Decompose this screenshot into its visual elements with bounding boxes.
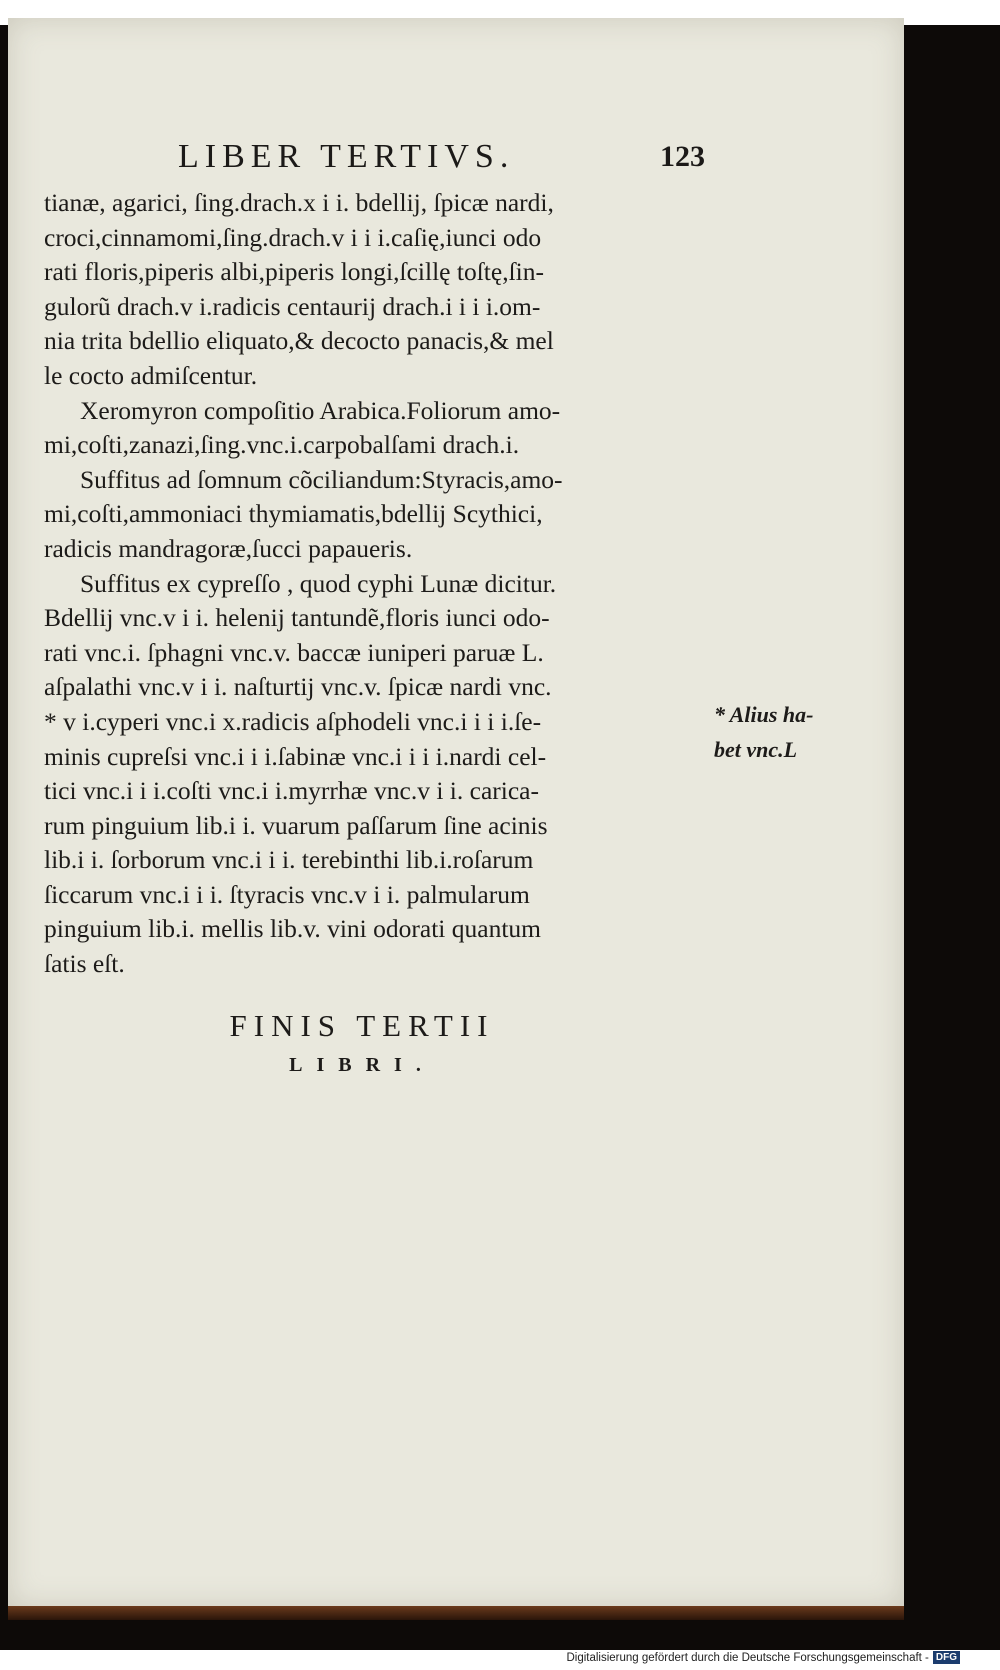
dfg-logo: DFG bbox=[933, 1651, 960, 1664]
text-line: gulorũ drach.v i.radicis centaurij drach.i i i i.om- bbox=[44, 291, 541, 321]
credit-text: Digitalisierung gefördert durch die Deutsche Forschungsgemeinschaft - bbox=[566, 1652, 929, 1664]
text-line: * v i.cyperi vnc.i x.radicis aſphodeli vnc.i i i i.ſe- bbox=[44, 706, 542, 736]
marginal-note bbox=[714, 698, 834, 767]
text-line: mi,coſti,ammoniaci thymiamatis,bdellij Scythici, bbox=[44, 499, 543, 529]
text-line: ſatis eſt. bbox=[44, 949, 125, 979]
digitization-credit bbox=[566, 1651, 960, 1669]
page-edge bbox=[8, 1606, 904, 1620]
colophon-libri: LIBRI. bbox=[289, 1054, 435, 1076]
marginal-note-line: * Alius ha- bbox=[714, 702, 814, 727]
text-line: le cocto admiſcentur. bbox=[44, 360, 258, 390]
running-head-title: LIBER TERTIVS. bbox=[178, 138, 515, 175]
colophon-finis: FINIS TERTII bbox=[229, 1008, 495, 1043]
book-page bbox=[8, 18, 904, 1608]
text-line: pinguium lib.i. mellis lib.v. vini odorati quantum bbox=[44, 914, 541, 944]
text-line: mi,coſti,zanazi,ſing.vnc.i.carpobalſami drach.i. bbox=[44, 430, 520, 460]
text-line: nia trita bdellio eliquato,& decocto panacis,& mel bbox=[44, 326, 554, 356]
text-line: rati vnc.i. ſphagni vnc.v. baccæ iuniperi paruæ L. bbox=[44, 637, 544, 667]
marginal-note-line: bet vnc.L bbox=[714, 736, 798, 762]
text-line: rum pinguium lib.i i. vuarum paſſarum ſine acinis bbox=[44, 810, 548, 840]
text-line: croci,cinnamomi,ſing.drach.v i i i.caſię,iunci odo bbox=[44, 222, 542, 252]
text-line: ſiccarum vnc.i i i. ſtyracis vnc.v i i. palmularum bbox=[44, 879, 530, 909]
text-line: lib.i i. ſorborum vnc.i i i. terebinthi lib.i.roſarum bbox=[44, 845, 534, 875]
page-number: 123 bbox=[660, 140, 705, 173]
text-line: Suffitus ad ſomnum cõciliandum:Styracis,amo- bbox=[80, 464, 563, 494]
main-text-block bbox=[44, 186, 712, 982]
text-line: minis cupreſsi vnc.i i i.ſabinæ vnc.i i i i.nardi cel- bbox=[44, 741, 547, 771]
text-line: aſpalathi vnc.v i i. naſturtij vnc.v. ſpicæ nardi vnc. bbox=[44, 672, 552, 702]
text-line: tici vnc.i i i.coſti vnc.i i.myrrhæ vnc.v i i. carica- bbox=[44, 776, 539, 806]
text-line: tianæ, agarici, ſing.drach.x i i. bdellij, ſpicæ nardi, bbox=[44, 188, 554, 217]
text-line: Bdellij vnc.v i i. helenij tantundẽ,floris iunci odo- bbox=[44, 603, 550, 633]
text-line: Xeromyron compoſitio Arabica.Foliorum amo- bbox=[80, 395, 561, 425]
text-line: radicis mandragoræ,ſucci papaueris. bbox=[44, 533, 413, 563]
colophon bbox=[8, 1008, 716, 1077]
text-line: Suffitus ex cypreſſo , quod cyphi Lunæ dicitur. bbox=[80, 568, 557, 598]
text-line: rati floris,piperis albi,piperis longi,ſcillę toſtę,ſin- bbox=[44, 257, 544, 287]
